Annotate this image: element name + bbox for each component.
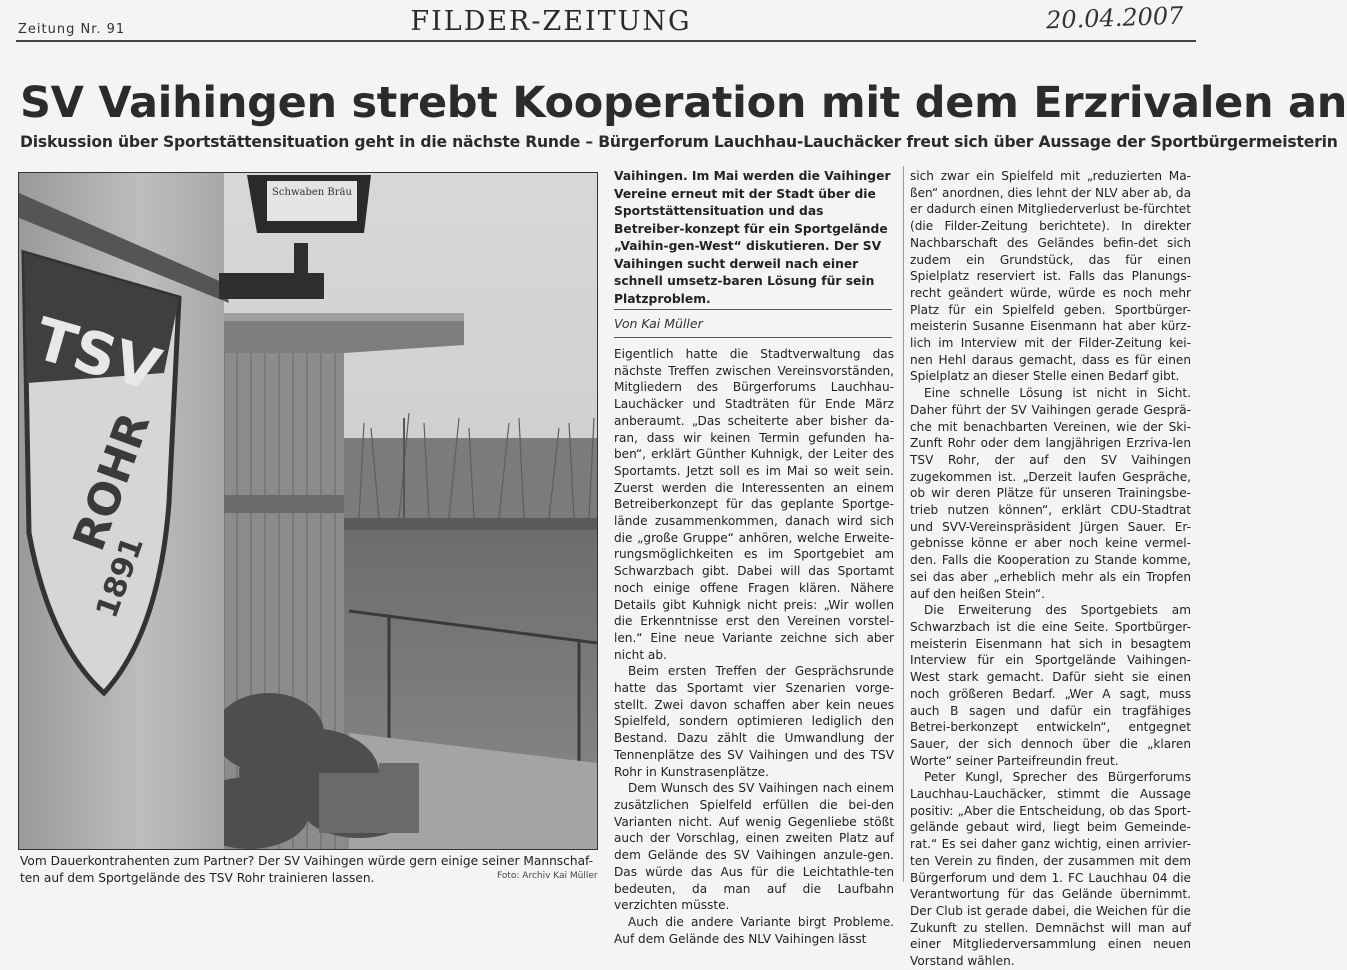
hut-beam (214, 495, 344, 513)
sign-text-year: 1891 (89, 532, 151, 623)
byline: Von Kai Müller (614, 316, 703, 331)
paragraph: Peter Kungl, Sprecher des Bürgerforums Lauchhau-Lauchäcker, stimmt die Aussage positiv: „Aber die Entscheidung, ob das Sport-gelände gebaut wird, liegt beim Gemeinde-rat.“ Es sei daher ganz wichtig, einen arrivier-ten Verein zu finden, der zusammen mit dem Bürgerforum und dem 1. FC Lauchhau 04 die Verantwortung für das Gelände übernimmt. Der Club ist gerade dabei, die Weichen für die Zukunft zu stellen. Demnächst will man auf einer Mitgliederversammlung einen neuen Vorstand wählen. (910, 770, 1191, 969)
masthead-wrap (0, 0, 1200, 40)
masthead-center (0, 6, 1200, 37)
roof-edge (209, 313, 464, 321)
newspaper-name: FILDER-ZEITUNG (410, 6, 692, 37)
field-fence (344, 518, 597, 530)
paragraph: Dem Wunsch des SV Vaihingen nach einem zusätzlichen Spielfeld erfüllen die bei-den Varianten nicht. Auf wenig Gegenliebe stößt auch der Vorschlag, einen zweiten Platz auf dem Gelände des SV Vaihingen anzule-gen. Das würde das Aus für die Leichtathle-ten bedeuten, da man auf die Laufbahn verzichten müsste. (614, 781, 894, 913)
photo-credit: Foto: Archiv Kai Müller (497, 871, 598, 881)
sign-text-rohr: ROHR (63, 406, 161, 558)
lead-text: Im Mai werden die Vaihinger Vereine erneut mit der Stadt über die Sportstättensituation und das Betreiber-konzept für ein Sportgelände „Vaihin-gen-West“ diskutieren. Der SV Vaihingen sucht derweil nach einer schnell umsetz-baren Lösung für sein Platzproblem. (614, 169, 891, 306)
paragraph: Die Erweiterung des Sportgebiets am Schwarzbach ist die eine Seite. Sportbürger-meisterin Eisenmann hat sich in besagtem Interview für ein Sportgelände Vaihingen-West stark gemacht. Dafür sieht sie einen noch größeren Bedarf. „Wer A sagt, muss auch B sagen und dafür ein tragfähiges Betrei-berkonzept entwickeln“, entgegnet Sauer, der sich dennoch über die „klaren Worte“ seiner Parteifreundin freut. (910, 603, 1191, 768)
photo-illustration (19, 173, 597, 849)
issue-number: Zeitung Nr. 91 (18, 22, 126, 37)
article-column-3 (910, 168, 1191, 970)
paragraph: sich zwar ein Spielfeld mit „reduzierten Ma-ßen“ anordnen, dies lehnt der NLV aber ab, da er dadurch einen Mitgliederverlust be-fürchtet (die Filder-Zeitung berichtete). In direkter Nachbarschaft des Geländes befin-det sich zudem ein Grundstück, das für einen Spielplatz reserviert ist. Falls das Planungs-recht geändert würde, würde es noch mehr Platz für ein Spielfeld geben. Sportbürger-meisterin Susanne Eisenmann hat aber kürz-lich im Interview mit der Filder-Zeitung kei-nen Hehl daraus gemacht, dass es für einen Spielplatz an dieser Stelle einen Bedarf gibt. (910, 169, 1191, 384)
article-photo (18, 172, 598, 850)
lead-paragraph (614, 168, 894, 308)
headline: SV Vaihingen strebt Kooperation mit dem Erzrivalen an (20, 78, 1347, 128)
byline-rule-top (614, 309, 892, 310)
handwritten-date: 20.04.2007 (1045, 1, 1184, 35)
article-column-2 (614, 346, 894, 947)
masthead-rule (16, 40, 1196, 42)
lantern-bracket (219, 273, 324, 299)
paragraph: Eigentlich hatte die Stadtverwaltung das nächste Treffen zwischen Vereinsvorständen, Mitgliedern des Bürgerforums Lauchhau-Lauchäcker und Stadträten für Ende März anberaumt. „Das scheiterte aber bisher da-ran, dass wir keinen Termin gefunden ha-ben“, erklärt Günther Kuhnigk, der Leiter des Sportamts. Jetzt soll es im Mai so weit sein. Zuerst werden die Interessenten an einem Betreiberkonzept für das geplante Sportge-lände zusammenkommen, danach wird sich die „große Gruppe“ anhören, welche Erweite-rungsmöglichkeiten es im Sportgebiet am Schwarzbach gibt. Dabei will das Sportamt noch einige offene Fragen klären. Nähere Details gibt Kuhnigk nicht preis: „Wir wollen die Erkenntnisse erst den Vereinen vorstel-len.“ Eine neue Variante zeichne sich aber nicht ab. (614, 347, 894, 662)
subheadline: Diskussion über Sportstättensituation geht in die nächste Runde – Bürgerforum Lauchhau-Lauchäcker freut sich über Aussage der Sportbürgermeisterin (20, 133, 1338, 151)
byline-rule-bottom (614, 337, 892, 338)
flower-pots (319, 763, 419, 833)
lantern-text: Schwaben Bräu (272, 187, 352, 198)
paragraph: Eine schnelle Lösung ist nicht in Sicht. Daher führt der SV Vaihingen gerade Gesprä-che mit benachbarten Vereinen, wie der Ski-Zunft Rohr oder dem langjährigen Erzriva-len TSV Rohr, der auf den SV Vaihingen zugekommen ist. „Derzeit laufen Gespräche, ob wir deren Plätze für unseren Trainingsbe-trieb nutzen können“, erklärt CDU-Stadtrat und SVV-Vereinspräsident Jürgen Sauer. Er-gebnisse könne er aber noch keine vermel-den. Falls die Kooperation zu Stande komme, sei das aber „erheblich mehr als ein Tropfen auf den heißen Stein“. (910, 386, 1191, 601)
column-divider (903, 166, 904, 882)
paragraph: Auch die andere Variante birgt Probleme. Auf dem Gelände des NLV Vaihingen lässt (614, 914, 894, 946)
paragraph: Beim ersten Treffen der Gesprächsrunde hatte das Sportamt vier Szenarien vorge-stellt. Zwei davon schaffen aber kein neues Spielfeld, sondern optimieren lediglich den Bestand. Dazu zählt die Umwandlung der Tennenplätze des SV Vaihingen und des TSV Rohr in Kunstrasenplätze. (614, 664, 894, 779)
lantern-arm (294, 243, 308, 283)
dateline: Vaihingen. (614, 169, 688, 183)
photo-caption: Vom Dauerkontrahenten zum Partner? Der SV Vaihingen würde gern einige seiner Mannschaf-ten auf dem Sportgelände des TSV Rohr trainieren lassen. (20, 854, 594, 885)
sign-text-tsv: TSV (27, 304, 168, 405)
